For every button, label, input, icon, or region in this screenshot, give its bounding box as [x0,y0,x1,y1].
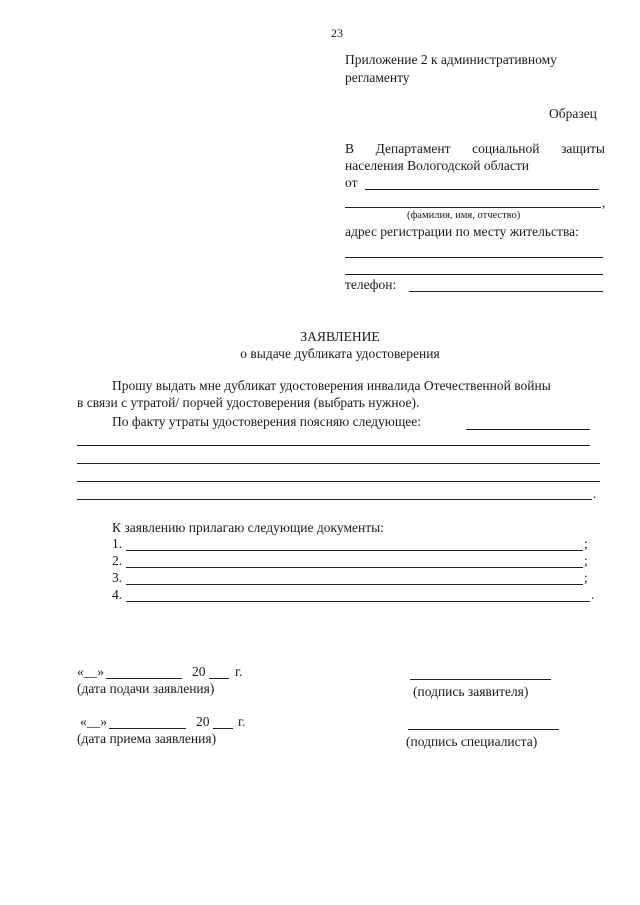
document-title: ЗАЯВЛЕНИЕ [300,329,380,344]
document-subtitle: о выдаче дубликата удостоверения [240,346,440,361]
sample-label: Образец [549,106,597,121]
page-number: 23 [331,26,343,40]
attachment-line-3[interactable] [126,584,583,585]
appendix-line-1: Приложение 2 к административному [345,52,557,67]
attachment-end: ; [584,553,588,568]
attachment-line-4[interactable] [126,601,590,602]
receipt-date-month-line[interactable] [109,728,186,729]
receipt-date-day: «__» [80,714,107,729]
address-label: адрес регистрации по месту жительства: [345,224,579,239]
body-para-2: По факту утраты удостоверения поясняю следующее: [112,414,421,429]
submission-date-day: «__» [77,664,104,679]
applicant-signature-caption: (подпись заявителя) [413,684,529,699]
submission-date-year-prefix: 20 [192,664,206,679]
attachment-number: 4. [112,587,123,602]
fio-line[interactable] [345,207,601,208]
attachment-number: 3. [112,570,123,585]
phone-line[interactable] [409,291,603,292]
appendix-line-2: регламенту [345,70,410,85]
address-line-2[interactable] [345,274,603,275]
fio-comma: , [602,195,606,210]
attachment-number: 1. [112,536,123,551]
attachment-end: ; [584,536,588,551]
explanation-end-period: . [593,486,597,501]
explanation-line-0[interactable] [466,429,590,430]
phone-label: телефон: [345,277,397,292]
attachment-number: 2. [112,553,123,568]
from-label: от [345,175,358,190]
addressee-word: Департамент [375,141,451,156]
specialist-signature-line[interactable] [408,729,559,730]
explanation-line-4[interactable] [77,499,592,500]
addressee-line-1 [345,141,605,157]
submission-date-year-suffix: г. [235,664,243,679]
attachments-label: К заявлению прилагаю следующие документы: [112,520,384,535]
attachment-end: . [591,587,595,602]
submission-date-month-line[interactable] [106,678,182,679]
body-para-1-line-1: Прошу выдать мне дубликат удостоверения инвалида Отечественной войны [112,378,551,393]
receipt-date-caption: (дата приема заявления) [77,731,217,746]
explanation-line-2[interactable] [77,463,600,464]
receipt-date-year-prefix: 20 [196,714,210,729]
applicant-signature-line[interactable] [410,679,551,680]
receipt-date-year-suffix: г. [238,714,246,729]
addressee-word: социальной [472,141,540,156]
address-line-1[interactable] [345,257,603,258]
submission-date-year-line[interactable] [209,678,229,679]
attachment-line-2[interactable] [126,567,583,568]
submission-date-caption: (дата подачи заявления) [77,681,215,696]
addressee-word: защиты [561,141,605,156]
addressee-word: В [345,141,355,156]
attachment-end: ; [584,570,588,585]
from-line[interactable] [365,189,599,190]
addressee-line-2: населения Вологодской области [345,158,529,173]
explanation-line-1[interactable] [77,445,590,446]
receipt-date-year-line[interactable] [213,728,233,729]
attachment-line-1[interactable] [126,550,583,551]
specialist-signature-caption: (подпись специалиста) [406,734,538,749]
explanation-line-3[interactable] [77,481,600,482]
body-para-1-line-2: в связи с утратой/ порчей удостоверения (выбрать нужное). [77,395,420,410]
fio-caption: (фамилия, имя, отчество) [407,210,521,221]
